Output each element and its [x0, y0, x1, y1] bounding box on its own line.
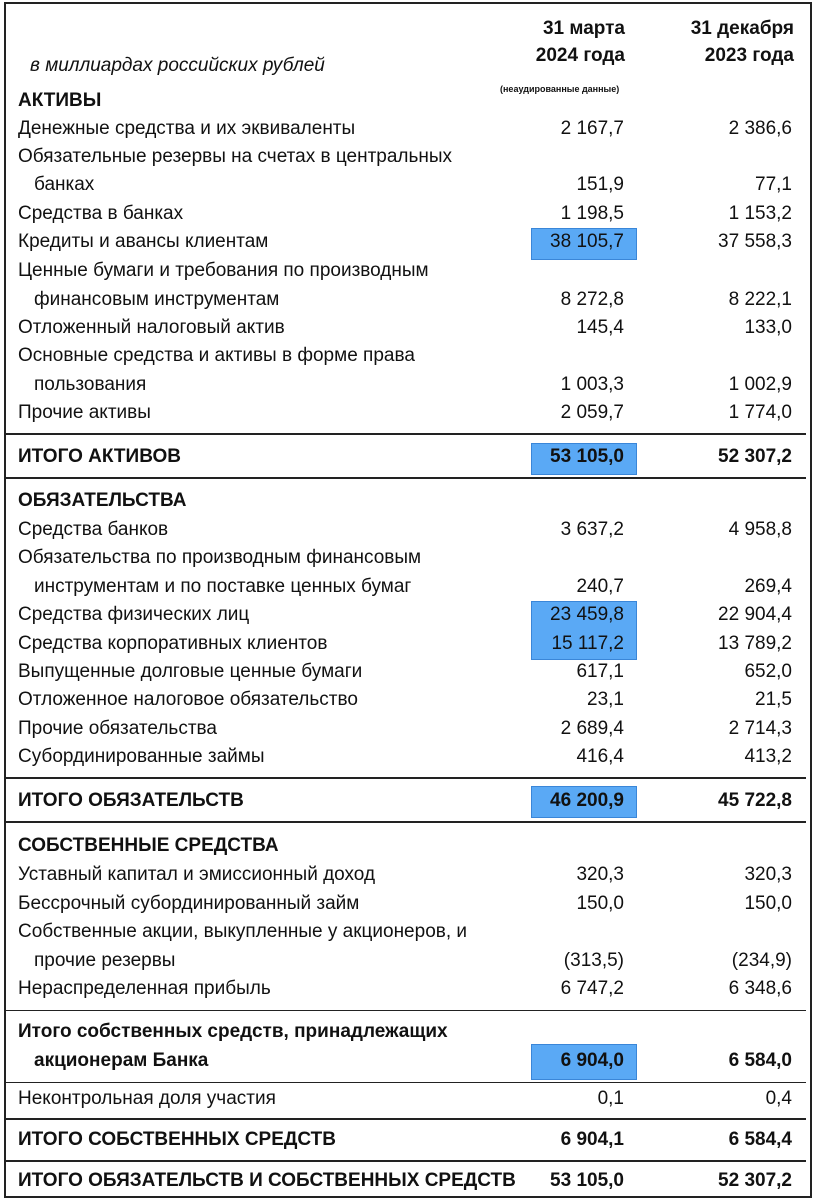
row-non-controlling-interest	[0, 1085, 808, 1113]
row-label: Кредиты и авансы клиентам	[18, 231, 269, 252]
row-label: Выпущенные долговые ценные бумаги	[18, 661, 363, 682]
row-individual-deposits	[0, 601, 808, 629]
row-due-from-banks	[0, 200, 808, 228]
row-label: Средства в банках	[18, 203, 184, 224]
rule-after-total-liabilities	[6, 821, 806, 823]
value-2024: 23,1	[587, 689, 624, 710]
row-mandatory-reserves	[0, 171, 808, 199]
value-2024: (313,5)	[563, 950, 624, 971]
row-securities-line1	[0, 257, 808, 285]
value-2024: 8 272,8	[560, 289, 624, 310]
row-debt-securities	[0, 658, 808, 686]
value-2023: 0,4	[765, 1088, 792, 1109]
rule-after-equity-shareholders	[6, 1082, 806, 1083]
row-corporate-deposits	[0, 630, 808, 658]
column-header-2024-date: 31 марта	[542, 18, 625, 39]
row-derivative-liabilities-line1	[0, 544, 808, 572]
row-label: акционерам Банка	[34, 1050, 209, 1071]
unit-label: в миллиардах российских рублей	[30, 55, 325, 76]
row-label: Собственные акции, выкупленные у акционеров, и	[18, 921, 468, 942]
value-2023: 8 222,1	[728, 289, 792, 310]
row-label: ИТОГО ОБЯЗАТЕЛЬСТВ И СОБСТВЕННЫХ СРЕДСТВ	[18, 1170, 516, 1191]
row-label: прочие резервы	[34, 950, 176, 971]
row-label: ИТОГО АКТИВОВ	[18, 446, 181, 467]
row-other-liabilities	[0, 715, 808, 743]
value-2023: 1 774,0	[728, 402, 792, 423]
value-2023: 6 348,6	[728, 978, 792, 999]
row-label: Нераспределенная прибыль	[18, 978, 271, 999]
section-liabilities	[0, 487, 808, 515]
rule-before-grand-total	[6, 1160, 806, 1162]
row-securities	[0, 286, 808, 314]
row-label: Средства банков	[18, 519, 169, 540]
value-2023: 21,5	[755, 689, 792, 710]
row-fixed-assets-line1	[0, 342, 808, 370]
column-header-2023-date: 31 декабря	[690, 18, 794, 39]
value-2024: 15 117,2	[551, 633, 624, 654]
row-label: ОБЯЗАТЕЛЬСТВА	[18, 490, 187, 511]
row-label: Прочие активы	[18, 402, 151, 423]
row-label: Обязательные резервы на счетах в центральных	[18, 146, 453, 167]
value-2024: 2 167,7	[560, 118, 624, 139]
value-2024: 1 003,3	[560, 374, 624, 395]
value-2023: 413,2	[744, 746, 792, 767]
row-cash	[0, 115, 808, 143]
value-2023: 52 307,2	[718, 1170, 792, 1191]
value-2024: 6 904,1	[560, 1129, 624, 1150]
value-2023: 133,0	[744, 317, 792, 338]
value-2024: 0,1	[597, 1088, 624, 1109]
value-2023: 2 386,6	[728, 118, 792, 139]
row-label: Средства корпоративных клиентов	[18, 633, 328, 654]
value-2023: 150,0	[744, 893, 792, 914]
row-label: АКТИВЫ	[18, 90, 102, 111]
row-retained-earnings	[0, 975, 808, 1003]
value-2024: 145,4	[576, 317, 624, 338]
row-label: Бессрочный субординированный займ	[18, 893, 360, 914]
row-total-equity	[0, 1126, 808, 1154]
row-label: Средства физических лиц	[18, 604, 250, 625]
row-label: ИТОГО ОБЯЗАТЕЛЬСТВ	[18, 790, 244, 811]
rule-before-equity-shareholders	[6, 1010, 806, 1011]
row-perpetual-loan	[0, 890, 808, 918]
row-label: Обязательства по производным финансовым	[18, 547, 422, 568]
value-2023: 13 789,2	[718, 633, 792, 654]
rule-before-total-liabilities	[6, 777, 806, 779]
value-2024: 53 105,0	[550, 446, 624, 467]
value-2024: 6 904,0	[560, 1050, 624, 1071]
value-2024: 2 059,7	[560, 402, 624, 423]
row-total-liabilities-and-equity	[0, 1167, 808, 1195]
value-2024: 240,7	[576, 576, 624, 597]
value-2024: 2 689,4	[560, 718, 624, 739]
value-2023: 1 153,2	[728, 203, 792, 224]
section-equity	[0, 832, 808, 860]
row-label: Ценные бумаги и требования по производным	[18, 260, 429, 281]
value-2023: 22 904,4	[718, 604, 792, 625]
value-2023: 652,0	[744, 661, 792, 682]
row-treasury-shares-line1	[0, 918, 808, 946]
row-loans	[0, 228, 808, 256]
column-header-2023	[600, 15, 794, 69]
row-label: банках	[34, 174, 95, 195]
value-2024: 1 198,5	[560, 203, 624, 224]
row-label: Итого собственных средств, принадлежащих	[18, 1021, 448, 1042]
value-2024: 53 105,0	[550, 1170, 624, 1191]
row-label: Основные средства и активы в форме права	[18, 345, 415, 366]
value-2024: 320,3	[576, 864, 624, 885]
row-derivative-liabilities	[0, 573, 808, 601]
value-2024: 150,0	[576, 893, 624, 914]
unaudited-note: (неаудированные данные)	[500, 84, 620, 94]
value-2024: 617,1	[576, 661, 624, 682]
value-2023: 1 002,9	[728, 374, 792, 395]
row-label: Денежные средства и их эквиваленты	[18, 118, 356, 139]
column-header-2023-year: 2023 года	[704, 45, 794, 66]
section-assets	[0, 87, 808, 115]
row-total-liabilities	[0, 787, 808, 815]
value-2023: 37 558,3	[718, 231, 792, 252]
value-2023: 6 584,4	[728, 1129, 792, 1150]
value-2023: 2 714,3	[728, 718, 792, 739]
value-2023: 4 958,8	[728, 519, 792, 540]
row-label: пользования	[34, 374, 147, 395]
row-total-assets	[0, 443, 808, 471]
value-2023: 269,4	[744, 576, 792, 597]
row-other-assets	[0, 399, 808, 427]
value-2023: 320,3	[744, 864, 792, 885]
value-2023: (234,9)	[731, 950, 792, 971]
row-subordinated-loans	[0, 743, 808, 771]
row-label: Отложенное налоговое обязательство	[18, 689, 358, 710]
row-equity-shareholders	[0, 1047, 808, 1075]
value-2024: 3 637,2	[560, 519, 624, 540]
value-2024: 38 105,7	[550, 231, 624, 252]
row-label: Неконтрольная доля участия	[18, 1088, 276, 1109]
row-treasury-shares	[0, 947, 808, 975]
value-2023: 45 722,8	[718, 790, 792, 811]
value-2023: 77,1	[755, 174, 792, 195]
value-2023: 6 584,0	[728, 1050, 792, 1071]
value-2024: 416,4	[576, 746, 624, 767]
value-2024: 151,9	[576, 174, 624, 195]
rule-before-total-assets	[6, 433, 806, 435]
row-label: финансовым инструментам	[34, 289, 280, 310]
column-header-2024-year: 2024 года	[535, 45, 625, 66]
row-label: ИТОГО СОБСТВЕННЫХ СРЕДСТВ	[18, 1129, 336, 1150]
row-deferred-tax-asset	[0, 314, 808, 342]
row-label: инструментам и по поставке ценных бумаг	[34, 576, 412, 597]
row-share-capital	[0, 861, 808, 889]
row-equity-shareholders-line1	[0, 1018, 808, 1046]
row-label: Субординированные займы	[18, 746, 265, 767]
rule-before-total-equity	[6, 1118, 806, 1120]
row-fixed-assets	[0, 371, 808, 399]
column-header-2024	[440, 15, 625, 69]
value-2023: 52 307,2	[718, 446, 792, 467]
value-2024: 23 459,8	[550, 604, 624, 625]
row-label: Прочие обязательства	[18, 718, 217, 739]
row-due-to-banks	[0, 516, 808, 544]
value-2024: 46 200,9	[550, 790, 624, 811]
row-label: Отложенный налоговый актив	[18, 317, 285, 338]
value-2024: 6 747,2	[560, 978, 624, 999]
row-label: Уставный капитал и эмиссионный доход	[18, 864, 376, 885]
rule-after-total-assets	[6, 477, 806, 479]
row-deferred-tax-liability	[0, 686, 808, 714]
row-label: СОБСТВЕННЫЕ СРЕДСТВА	[18, 835, 279, 856]
row-mandatory-reserves-line1	[0, 143, 808, 171]
